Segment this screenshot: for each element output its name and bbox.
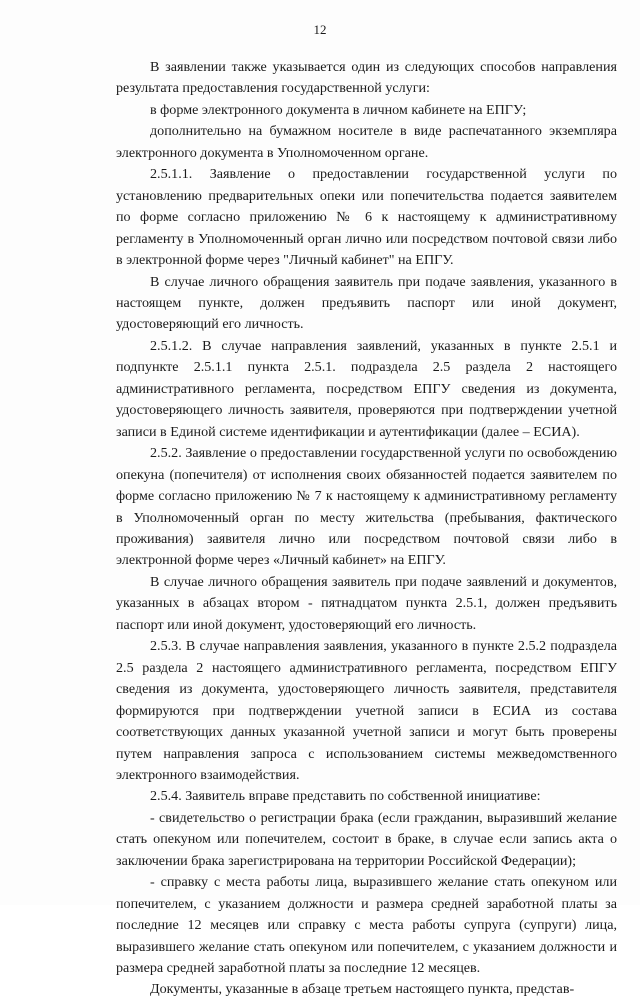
paragraph-2-5-4: 2.5.4. Заявитель вправе представить по собственной инициативе: xyxy=(150,788,541,805)
paragraph-2-5-1-1: 2.5.1.1. Заявление о предоставлении государственной услуги по установлению предварительных опеки или попечительства подается заявителем по форме согласно приложению № 6 к настоящему к административному регламенту в Уполномоченный орган лично или посредством почтовой связи либо в электронной форме через "Личный кабинет" на ЕПГУ. xyxy=(116,166,617,269)
list-item-marriage-certificate: - свидетельство о регистрации брака (если гражданин, выразивший желание стать опекуном или попечителем, состоит в браке, в случае если запись акта о заключении брака зарегистрирована на территории Российской Федерации); xyxy=(116,809,617,869)
page-number: 12 xyxy=(313,22,327,37)
list-item-work-certificate: - справку с места работы лица, выразившего желание стать опекуном или попечителем, с указанием должности и размера средней заработной платы за последние 12 месяцев или справку с места работы супруга (супруги) лица, выразившего желание стать опекуном или попечителем, с указанием должности и размера средней заработной платы за последние 12 месяцев. xyxy=(116,874,617,977)
paragraph-electronic-form: в форме электронного документа в личном кабинете на ЕПГУ; xyxy=(150,101,527,118)
paragraph-2-5-2: 2.5.2. Заявление о предоставлении государственной услуги по освобождению опекуна (попечителя) от исполнения своих обязанностей подается заявителем по форме согласно приложению № 7 к настоящему к административному регламенту в Уполномоченный орган по месту жительства (пребывания, фактического проживания) заявителя лично или посредством почтовой связи либо в электронной форме через «Личный кабинет» на ЕПГУ. xyxy=(116,445,617,569)
paragraph-personal-appeal: В случае личного обращения заявитель при подаче заявления, указанного в настоящем пункте, должен предъявить паспорт или иной документ, удостоверяющий его личность. xyxy=(116,273,617,333)
paragraph-2-5-1-2: 2.5.1.2. В случае направления заявлений, указанных в пункте 2.5.1 и подпункте 2.5.1.1 пункта 2.5.1. подраздела 2.5 раздела 2 настоящего административного регламента, посредством ЕПГУ сведения из документа, удостоверяющего личность заявителя, проверяются при подтверждении учетной записи в Единой системе идентификации и аутентификации (далее – ЕСИА). xyxy=(116,337,617,440)
paragraph-paper-form: дополнительно на бумажном носителе в виде распечатанного экземпляра электронного документа в Уполномоченном органе. xyxy=(116,123,617,161)
document-body xyxy=(116,57,617,1001)
paragraph-personal-appeal-documents: В случае личного обращения заявитель при подаче заявлений и документов, указанных в абзацах втором - пятнадцатом пункта 2.5.1, должен предъявить паспорт или иной документ, удостоверяющий его личность. xyxy=(116,573,617,633)
paragraph-documents-continued: Документы, указанные в абзаце третьем настоящего пункта, представ- xyxy=(150,981,575,998)
paragraph-2-5-3: 2.5.3. В случае направления заявления, указанного в пункте 2.5.2 подраздела 2.5 раздела 2 настоящего административного регламента, посредством ЕПГУ сведения из документа, удостоверяющего личность заявителя, представителя формируются при подтверждении учетной записи в ЕСИА из состава соответствующих данных указанной учетной записи и могут быть проверены путем направления запроса с использованием системы межведомственного электронного взаимодействия. xyxy=(116,638,617,783)
paragraph-result-methods: В заявлении также указывается один из следующих способов направления результата предоставления государственной услуги: xyxy=(116,59,617,97)
